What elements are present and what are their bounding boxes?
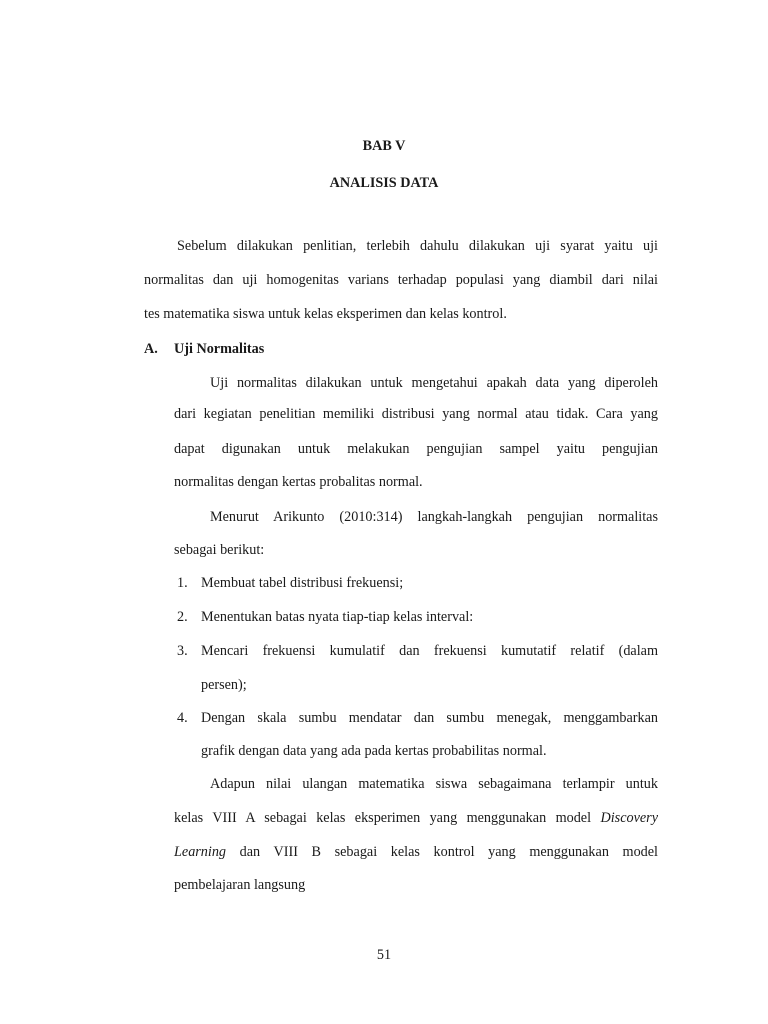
section-a-label: A.: [144, 341, 158, 357]
step-1-text: Membuat tabel distribusi frekuensi;: [201, 575, 404, 591]
para3-line-3: [174, 843, 658, 861]
para1-line-1: Uji normalitas dilakukan untuk mengetahui apakah data yang diperoleh: [210, 375, 658, 391]
para1-line-2: dari kegiatan penelitian memiliki distribusi yang normal atau tidak. Cara yang: [174, 406, 658, 422]
para2-line-2: sebagai berikut:: [174, 542, 265, 558]
step-4-number: 4.: [177, 710, 188, 726]
step-3-text-line-1: Mencari frekuensi kumulatif dan frekuensi kumutatif relatif (dalam: [201, 643, 658, 659]
para3-line-2-text: kelas VIII A sebagai kelas eksperimen yang menggunakan model: [174, 810, 592, 826]
para1-line-3: dapat digunakan untuk melakukan pengujian sampel yaitu pengujian: [174, 441, 658, 457]
section-a-heading: Uji Normalitas: [174, 341, 265, 357]
intro-line-2: normalitas dan uji homogenitas varians terhadap populasi yang diambil dari nilai: [144, 272, 658, 288]
step-2-text: Menentukan batas nyata tiap-tiap kelas interval:: [201, 609, 474, 625]
page-number: 51: [376, 947, 392, 963]
step-4-text-line-2: grafik dengan data yang ada pada kertas probabilitas normal.: [201, 743, 547, 759]
para3-line-2-italic-term: Discovery: [600, 810, 658, 826]
step-3-number: 3.: [177, 643, 188, 659]
para2-line-1: Menurut Arikunto (2010:314) langkah-langkah pengujian normalitas: [210, 509, 658, 525]
chapter-title: ANALISIS DATA: [329, 175, 439, 191]
para3-line-4: pembelajaran langsung: [174, 877, 306, 893]
para1-line-4: normalitas dengan kertas probalitas normal.: [174, 474, 423, 490]
step-2-number: 2.: [177, 609, 188, 625]
para3-line-1: Adapun nilai ulangan matematika siswa sebagaimana terlampir untuk: [210, 776, 658, 792]
step-1-number: 1.: [177, 575, 188, 591]
para3-line-3-text: dan VIII B sebagai kelas kontrol yang menggunakan model: [239, 844, 658, 860]
intro-line-3: tes matematika siswa untuk kelas eksperimen dan kelas kontrol.: [144, 306, 507, 322]
para3-line-3-italic-term: Learning: [174, 844, 227, 860]
para3-line-2: [174, 809, 658, 827]
step-4-text-line-1: Dengan skala sumbu mendatar dan sumbu menegak, menggambarkan: [201, 710, 658, 726]
step-3-text-line-2: persen);: [201, 677, 247, 693]
chapter-number: BAB V: [362, 138, 406, 154]
intro-line-1: Sebelum dilakukan penlitian, terlebih dahulu dilakukan uji syarat yaitu uji: [177, 238, 658, 254]
